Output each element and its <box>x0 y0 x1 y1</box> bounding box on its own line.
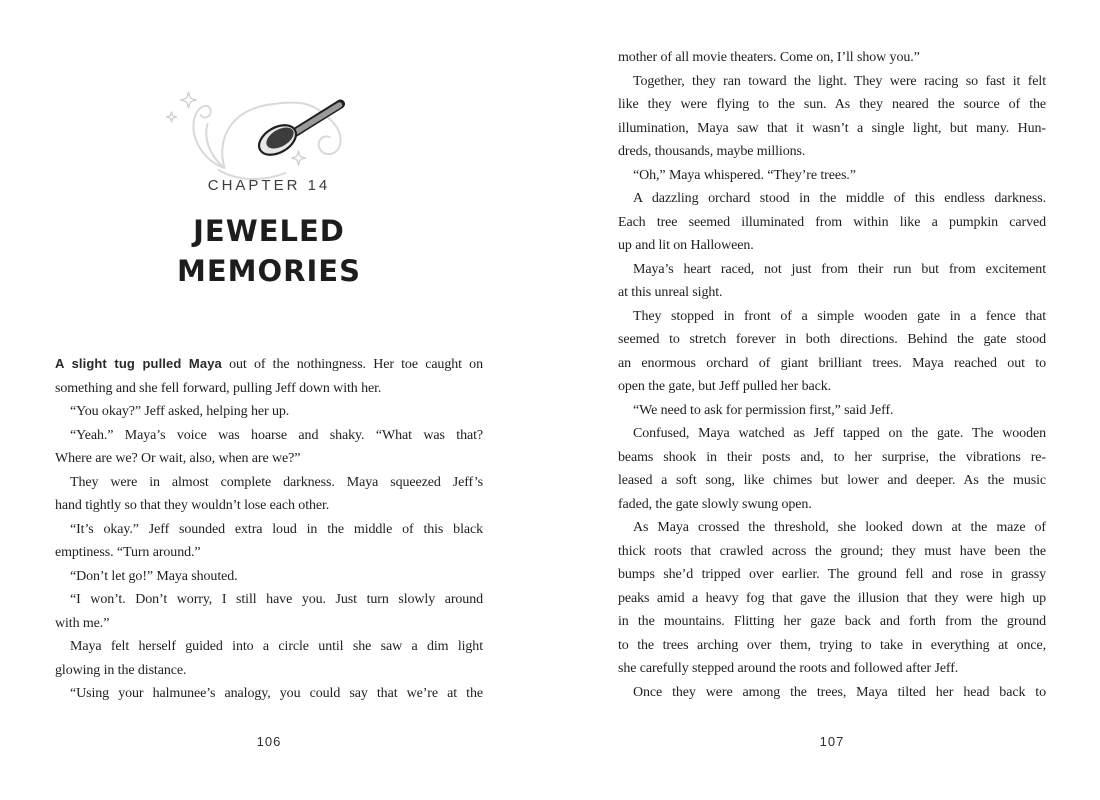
sparkle-icon <box>292 151 306 165</box>
text-line: They stopped in front of a simple wooden gate in a fence that <box>633 308 1046 324</box>
text-line: like they were flying to the sun. As they neared the source of the <box>618 97 1046 112</box>
text-line: at this unreal sight. <box>618 285 723 300</box>
text-line: Maya felt herself guided into a circle until she saw a dim light <box>70 639 483 654</box>
sparkle-icon <box>181 92 197 108</box>
left-page-text <box>55 352 483 706</box>
text-line: Once they were among the trees, Maya tilted her head back to <box>633 684 1046 700</box>
chapter-title-line-2: MEMORIES <box>177 254 361 288</box>
text-line: “We need to ask for permission first,” said Jeff. <box>633 402 894 418</box>
chapter-label: CHAPTER 14 <box>207 177 331 194</box>
spoon-illustration <box>162 90 377 185</box>
text-line: “Don’t let go!” Maya shouted. <box>70 568 238 584</box>
chapter-title-line-1: JEWELED <box>193 214 345 248</box>
text-line: Maya’s heart raced, not just from their run but from excitement <box>633 261 1046 277</box>
spoon-icon <box>254 104 341 161</box>
text-line: up and lit on Halloween. <box>618 238 754 253</box>
text-line: hand tightly so that they wouldn’t lose each other. <box>55 498 330 513</box>
book-page-left <box>55 0 483 800</box>
text-line: dreds, thousands, maybe millions. <box>618 144 806 159</box>
text-line: A dazzling orchard stood in the middle of this endless darkness. <box>633 191 1046 206</box>
text-line: bumps she’d tripped over earlier. The ground fell and rose in grassy <box>618 567 1046 582</box>
text-line: “Using your halmunee’s analogy, you could say that we’re at the <box>70 686 483 701</box>
book-page-right <box>618 0 1046 800</box>
text-line: As Maya crossed the threshold, she looked down at the maze of <box>633 520 1046 535</box>
sparkle-icon <box>167 112 177 122</box>
text-line: “You okay?” Jeff asked, helping her up. <box>70 404 290 419</box>
text-line: in the mountains. Flitting her gaze back and forth from the ground <box>618 614 1046 629</box>
page-number-right: 107 <box>819 734 845 749</box>
text-line: They were in almost complete darkness. Maya squeezed Jeff’s <box>70 474 483 490</box>
text-line: something and she fell forward, pulling Jeff down with her. <box>55 380 382 396</box>
text-line: “Yeah.” Maya’s voice was hoarse and shaky. “What was that? <box>70 427 483 443</box>
text-line: Each tree seemed illuminated from within like a pumpkin carved <box>618 214 1046 230</box>
text-line: Where are we? Or wait, also, when are we?” <box>55 451 301 466</box>
right-page-text <box>618 46 1046 704</box>
text-line: leased a soft song, like chimes but lower and deeper. As the music <box>618 473 1046 488</box>
text-line: “It’s okay.” Jeff sounded extra loud in the middle of this black <box>70 521 483 537</box>
text-line: glowing in the distance. <box>55 662 187 678</box>
text-line: faded, the gate slowly swung open. <box>618 496 812 512</box>
text-line: Confused, Maya watched as Jeff tapped on the gate. The wooden <box>633 426 1046 441</box>
text-line: beams shook in their posts and, to her surprise, the vibrations re- <box>618 449 1046 465</box>
text-line: to the trees arching over them, trying to take in everything at once, <box>618 637 1046 653</box>
text-line: an enormous orchard of giant brilliant trees. Maya reached out to <box>618 355 1046 371</box>
text-line: open the gate, but Jeff pulled her back. <box>618 379 832 394</box>
text-line: “I won’t. Don’t worry, I still have you. Just turn slowly around <box>70 592 483 607</box>
chapter-title <box>55 211 483 291</box>
text-line: illumination, Maya saw that it wasn’t a single light, but many. Hun- <box>618 120 1046 136</box>
text-line: peaks amid a heavy fog that gave the illusion that they were high up <box>618 590 1046 606</box>
text-line: Together, they ran toward the light. They were racing so fast it felt <box>633 73 1046 89</box>
text-line: “Oh,” Maya whispered. “They’re trees.” <box>633 167 856 183</box>
chapter-opener-lead: A slight tug pulled Maya <box>55 356 222 371</box>
text-line: A slight tug pulled Maya out of the nothingness. Her toe caught on <box>55 356 483 372</box>
text-line: with me.” <box>55 615 110 631</box>
text-line: she carefully stepped around the roots and followed after Jeff. <box>618 661 959 676</box>
text-line: thick roots that crawled across the ground; they must have been the <box>618 543 1046 559</box>
text-line: emptiness. “Turn around.” <box>55 545 201 560</box>
text-line: seemed to stretch forever in both directions. Behind the gate stood <box>618 332 1046 347</box>
text-line: mother of all movie theaters. Come on, I’ll show you.” <box>618 50 920 65</box>
page-number-left: 106 <box>256 734 282 749</box>
